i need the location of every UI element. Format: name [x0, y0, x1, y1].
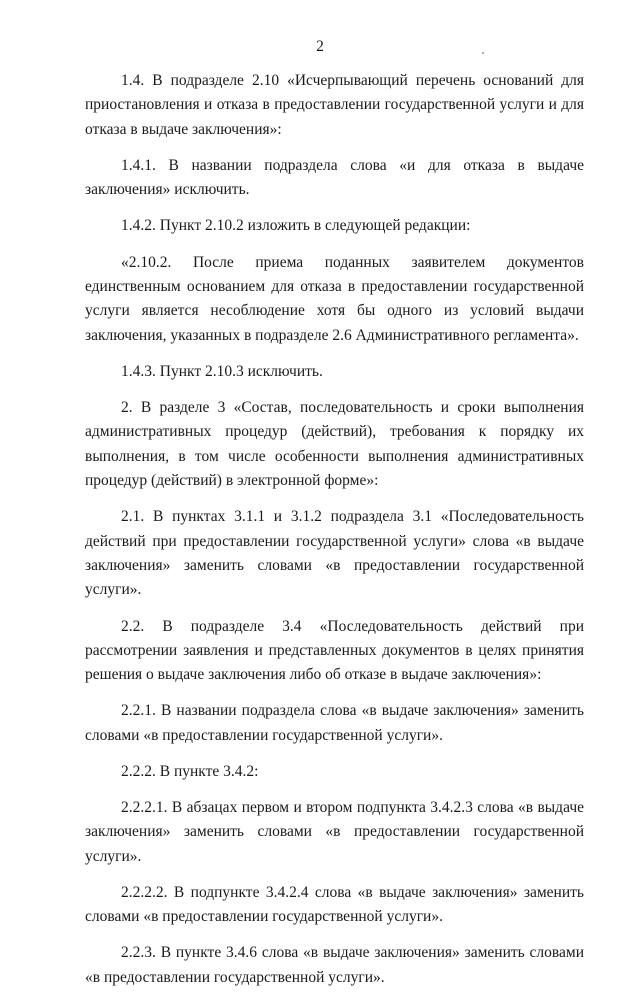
- paragraph-2-10-2-quote: «2.10.2. После приема поданных заявителем документов единственным основанием для отказа в предоставлении государственной услуги является несоблюдение хотя бы одного из условий выдачи заключения, указанных в подразделе 2.6 Административного регламента».: [85, 253, 584, 344]
- paragraph-1-4-2: 1.4.2. Пункт 2.10.2 изложить в следующей редакции:: [121, 217, 471, 235]
- paragraph-2: 2. В разделе 3 «Состав, последовательность и сроки выполнения административных процедур (действий), требования к порядку их выполнения, в том числе особенности выполнения административных процедур (действий) в электронной форме»:: [85, 398, 584, 490]
- paragraph-1-4: 1.4. В подразделе 2.10 «Исчерпывающий перечень оснований для приостановления и отказа в предоставлении государственной услуги и для отказа в выдаче заключения»:: [85, 72, 584, 138]
- paragraph-2-2-2-1: 2.2.2.1. В абзацах первом и втором подпункта 3.4.2.3 слова «в выдаче заключения» заменить словами «в предоставлении государственной услуги».: [85, 799, 584, 865]
- paragraph-2-1: 2.1. В пунктах 3.1.1 и 3.1.2 подраздела 3.1 «Последовательность действий при предоставлении государственной услуги» слова «в выдаче заключения» заменить словами «в предоставлении государственной услуги».: [85, 508, 584, 599]
- paragraph-2-2-2: 2.2.2. В пункте 3.4.2:: [121, 762, 259, 780]
- document-body: [85, 69, 584, 1002]
- paragraph-2-2-2-2: 2.2.2.2. В подпункте 3.4.2.4 слова «в выдаче заключения» заменить словами «в предоставлении государственной услуги».: [85, 883, 584, 926]
- paragraph-2-2-3: 2.2.3. В пункте 3.4.6 слова «в выдаче заключения» заменить словами «в предоставлении государственной услуги».: [85, 944, 584, 986]
- scan-speck: [482, 52, 484, 54]
- page-number: 2: [316, 38, 324, 55]
- paragraph-2-2: 2.2. В подразделе 3.4 «Последовательность действий при рассмотрении заявления и представленных документов в целях принятия решения о выдаче заключения либо об отказе в выдаче заключения»:: [85, 617, 584, 684]
- paragraph-1-4-1: 1.4.1. В названии подраздела слова «и для отказа в выдаче заключения» исключить.: [85, 156, 584, 199]
- paragraph-2-2-1: 2.2.1. В названии подраздела слова «в выдаче заключения» заменить словами «в предоставлении государственной услуги».: [85, 702, 584, 744]
- paragraph-1-4-3: 1.4.3. Пункт 2.10.3 исключить.: [121, 362, 323, 380]
